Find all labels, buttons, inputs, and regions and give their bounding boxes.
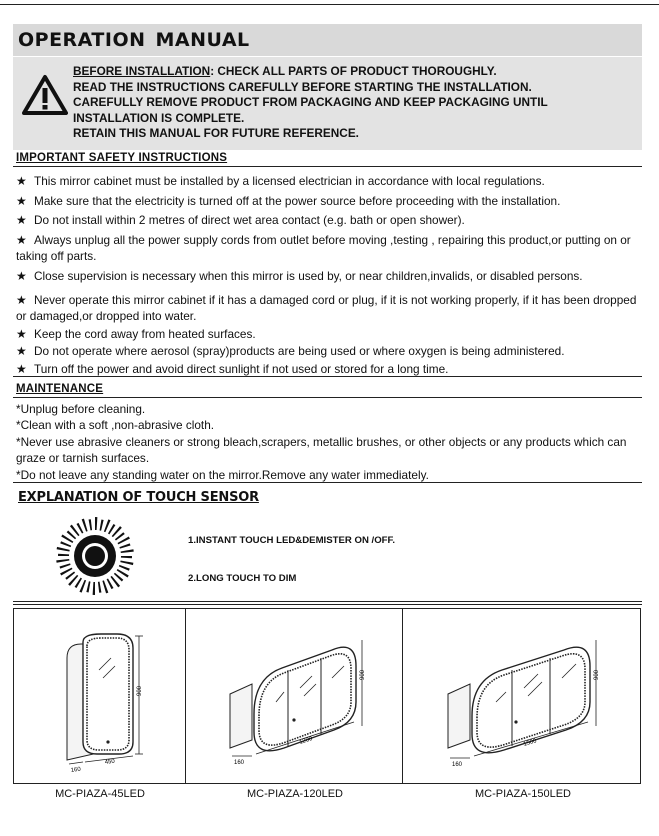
sensor-ray xyxy=(79,580,86,593)
touch-sensor-heading: EXPLANATION OF TOUCH SENSOR xyxy=(18,490,259,505)
sensor-ray xyxy=(58,554,69,556)
model-caption: MC-PIAZA-45LED xyxy=(55,788,145,800)
sensor-ray xyxy=(120,561,133,566)
maintenance-item: *Never use abrasive cleaners or strong bleach,scrapers, metallic brushes, or other objects or any products which can graze or tarnish surfaces. xyxy=(16,435,627,465)
safety-item: ★ This mirror cabinet must be installed by a licensed electrician in accordance with local regulations. xyxy=(16,174,545,188)
sensor-ray xyxy=(95,517,97,530)
touch-instruction-1: 1.INSTANT TOUCH LED&DEMISTER ON /OFF. xyxy=(188,535,395,546)
sensor-ray xyxy=(119,543,130,548)
width-dimension: 450 xyxy=(104,758,116,766)
page-title: OPERATION MANUAL xyxy=(18,29,250,51)
warning-line: READ THE INSTRUCTIONS CAREFULLY BEFORE STARTING THE INSTALLATION. xyxy=(73,79,532,94)
sensor-ray xyxy=(82,519,88,532)
model-caption: MC-PIAZA-120LED xyxy=(247,788,343,800)
touch-sensor-icon xyxy=(55,516,135,596)
width-dimension: 1500 xyxy=(522,738,538,748)
sensor-ray xyxy=(119,565,130,571)
cabinet-diagram-150 xyxy=(440,622,630,772)
sensor-ray xyxy=(121,556,132,558)
sensor-ray xyxy=(77,523,84,534)
divider xyxy=(13,601,642,602)
sensor-ray xyxy=(115,532,125,540)
sensor-ray xyxy=(60,541,71,547)
sensor-ray xyxy=(104,519,111,532)
cabinet-diagram-120 xyxy=(222,622,392,772)
safety-item: ★ Always unplug all the power supply cords from outlet before moving ,testing , repairing this product,or putting on or taking off parts. xyxy=(16,233,631,263)
sensor-ray xyxy=(102,580,108,593)
sensor-ray xyxy=(108,524,115,534)
warning-line: RETAIN THIS MANUAL FOR FUTURE REFERENCE. xyxy=(73,126,359,141)
safety-item: ★ Keep the cord away from heated surfaces. xyxy=(16,327,256,341)
divider xyxy=(13,604,642,605)
safety-item: ★ Close supervision is necessary when this mirror is used by, or near children,invalids, or disabled persons. xyxy=(16,269,583,283)
warning-text: BEFORE INSTALLATION: CHECK ALL PARTS OF PRODUCT THOROUGHLY. READ THE INSTRUCTIONS CAREFULLY BEFORE STARTING THE INSTALLATION. CAREFULLY REMOVE PRODUCT FROM PACKAGING AND KEEP PACKAGING UNTIL INSTALLATION IS COMPLETE. RETAIN THIS MANUAL FOR FUTURE REFERENCE. xyxy=(73,64,548,141)
divider xyxy=(13,397,642,398)
safety-item: ★ Do not operate where aerosol (spray)products are being used or where oxygen is being administered. xyxy=(16,344,565,358)
maintenance-item: *Clean with a soft ,non-abrasive cloth. xyxy=(16,418,215,432)
sensor-ray xyxy=(60,563,71,568)
sensor-ray xyxy=(67,531,76,540)
sensor-ray xyxy=(98,582,101,593)
divider xyxy=(13,166,642,167)
safety-item: ★ Do not install within 2 metres of direct wet area contact (e.g. bath or open shower). xyxy=(16,213,465,227)
sensor-ray xyxy=(56,559,69,563)
sensor-ray xyxy=(107,579,114,590)
grid-divider xyxy=(402,609,403,783)
safety-item: ★ Never operate this mirror cabinet if it has a damaged cord or plug, if it is not working properly, if it has been dropped or damaged,or dropped into water. xyxy=(16,293,637,323)
warning-line: CAREFULLY REMOVE PRODUCT FROM PACKAGING AND KEEP PACKAGING UNTIL xyxy=(73,95,548,110)
height-dimension: 900 xyxy=(360,669,366,680)
cabinet-diagram-45 xyxy=(55,630,175,780)
sensor-ray xyxy=(57,547,70,552)
safety-heading: IMPORTANT SAFETY INSTRUCTIONS xyxy=(16,152,228,164)
width-dimension: 1200 xyxy=(298,736,314,746)
sensor-ray xyxy=(75,578,82,588)
model-caption: MC-PIAZA-150LED xyxy=(475,788,571,800)
warning-triangle-icon xyxy=(22,74,68,116)
sensor-ray xyxy=(114,573,123,582)
depth-dimension: 160 xyxy=(234,760,245,766)
depth-dimension: 160 xyxy=(452,762,463,768)
maintenance-item: *Unplug before cleaning. xyxy=(16,402,146,416)
safety-item: ★ Make sure that the electricity is turned off at the power source before proceeding with the installation. xyxy=(16,194,561,208)
sensor-ray xyxy=(93,582,95,595)
divider xyxy=(13,482,642,483)
sensor-ray xyxy=(89,519,92,530)
height-dimension: 900 xyxy=(594,669,600,680)
maintenance-heading: MAINTENANCE xyxy=(16,383,104,395)
touch-instruction-2: 2.LONG TOUCH TO DIM xyxy=(188,573,297,584)
safety-item: ★ Turn off the power and avoid direct sunlight if not used or stored for a long time. xyxy=(16,362,449,376)
sensor-ray xyxy=(65,571,75,579)
sensor-ray xyxy=(121,549,134,553)
depth-dimension: 160 xyxy=(70,766,82,774)
grid-divider xyxy=(185,609,186,783)
maintenance-item: *Do not leave any standing water on the mirror.Remove any water immediately. xyxy=(16,468,429,482)
top-rule xyxy=(0,4,659,5)
sensor-ray xyxy=(86,581,90,592)
height-dimension: 900 xyxy=(137,685,143,696)
warning-line: INSTALLATION IS COMPLETE. xyxy=(73,110,245,125)
warning-heading: BEFORE INSTALLATION xyxy=(73,64,211,78)
divider xyxy=(13,376,642,377)
sensor-ray xyxy=(100,520,104,531)
